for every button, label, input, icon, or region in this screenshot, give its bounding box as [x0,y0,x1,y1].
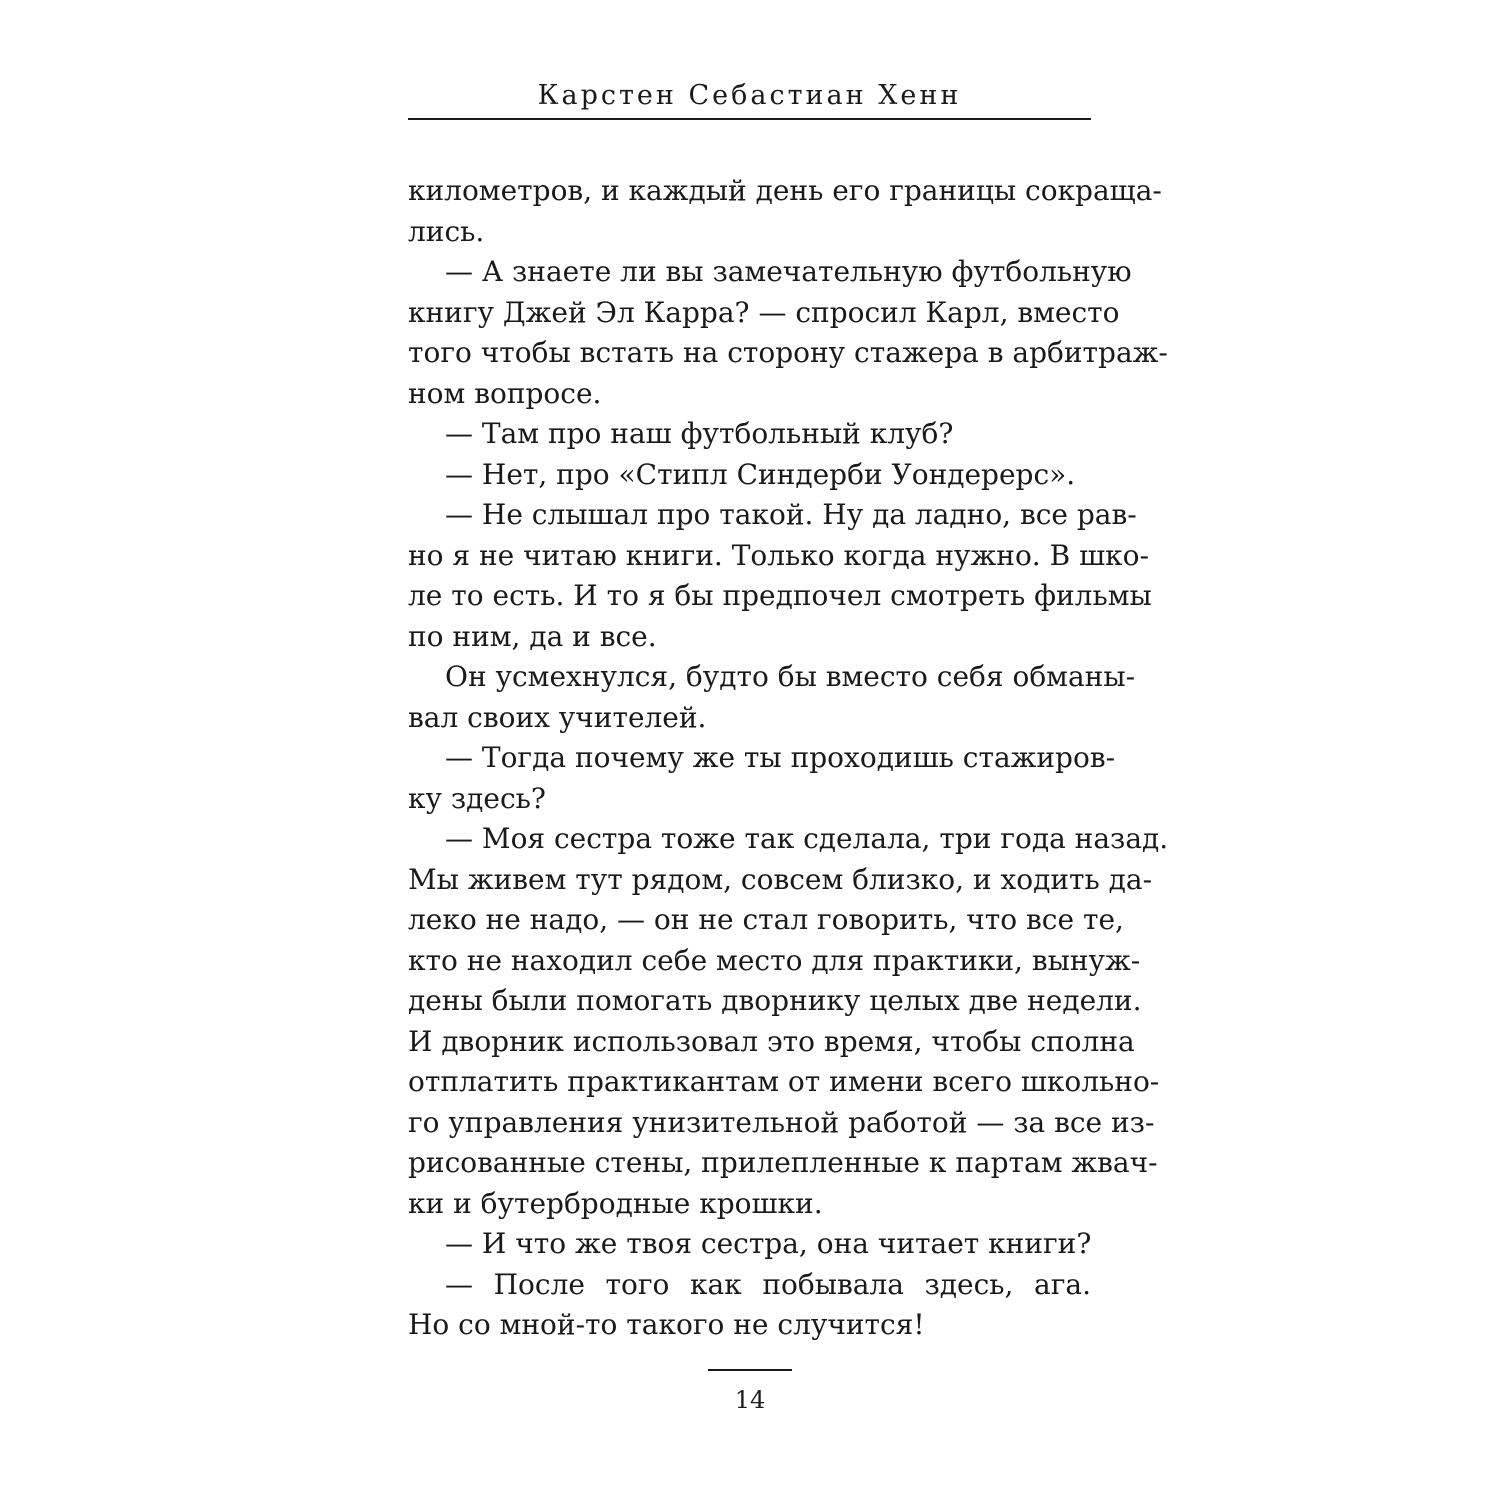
text-line: — Не слышал про такой. Ну да ладно, все рав- [445,498,1137,531]
text-line: — Там про наш футбольный клуб? [445,417,954,450]
text-line: И дворник использовал это время, чтобы сполна [408,1024,1135,1058]
body-text [408,171,1169,1346]
text-line: по ним, да и все. [408,619,657,653]
text-line: книгу Джей Эл Карра? — спросил Карл, вместо [408,295,1120,329]
text-line: — Тогда почему же ты проходишь стажиров- [445,741,1116,774]
text-line: Мы живем тут рядом, совсем близко, и ходить да- [408,862,1153,896]
text-line: го управления унизительной работой — за все из- [408,1105,1155,1139]
footer-rule [708,1369,792,1371]
text-line: ном вопросе. [408,376,602,410]
text-line: рисованные стены, прилепленные к партам жвач- [408,1146,1158,1179]
text-line: — После того как побывала здесь, ага. [445,1267,1091,1301]
text-line: — А знаете ли вы замечательную футбольную [445,255,1132,288]
header-rule [408,118,1091,120]
text-line: леко не надо, — он не стал говорить, что все те, [408,903,1124,936]
text-line: ку здесь? [408,781,546,815]
text-line: Но со мной-то такого не случится! [408,1308,925,1341]
text-line: отплатить практикантам от имени всего школьно- [408,1065,1160,1098]
text-line: Он усмехнулся, будто бы вместо себя обманы- [445,660,1136,693]
text-line: километров, и каждый день его границы сокраща- [408,174,1162,207]
text-line: того чтобы встать на сторону стажера в арбитраж- [408,336,1168,369]
text-line: — И что же твоя сестра, она читает книги? [445,1227,1092,1260]
text-line: ле то есть. И то я бы предпочел смотреть фильмы [408,579,1152,612]
text-line: но я не читаю книги. Только когда нужно. В шко- [408,538,1149,572]
text-line: вал своих учителей. [408,700,707,734]
page-number: 14 [734,1386,766,1414]
text-line: — Нет, про «Стипл Синдерби Уондерерс». [445,457,1076,491]
text-line: дены были помогать дворнику целых две недели. [408,984,1142,1017]
text-line: ки и бутербродные крошки. [408,1186,823,1220]
text-line: — Моя сестра тоже так сделала, три года назад. [445,822,1169,855]
text-line: лись. [408,214,485,248]
text-line: кто не находил себе место для практики, вынуж- [408,943,1141,977]
running-head: Карстен Себастиан Хенн [537,80,962,111]
